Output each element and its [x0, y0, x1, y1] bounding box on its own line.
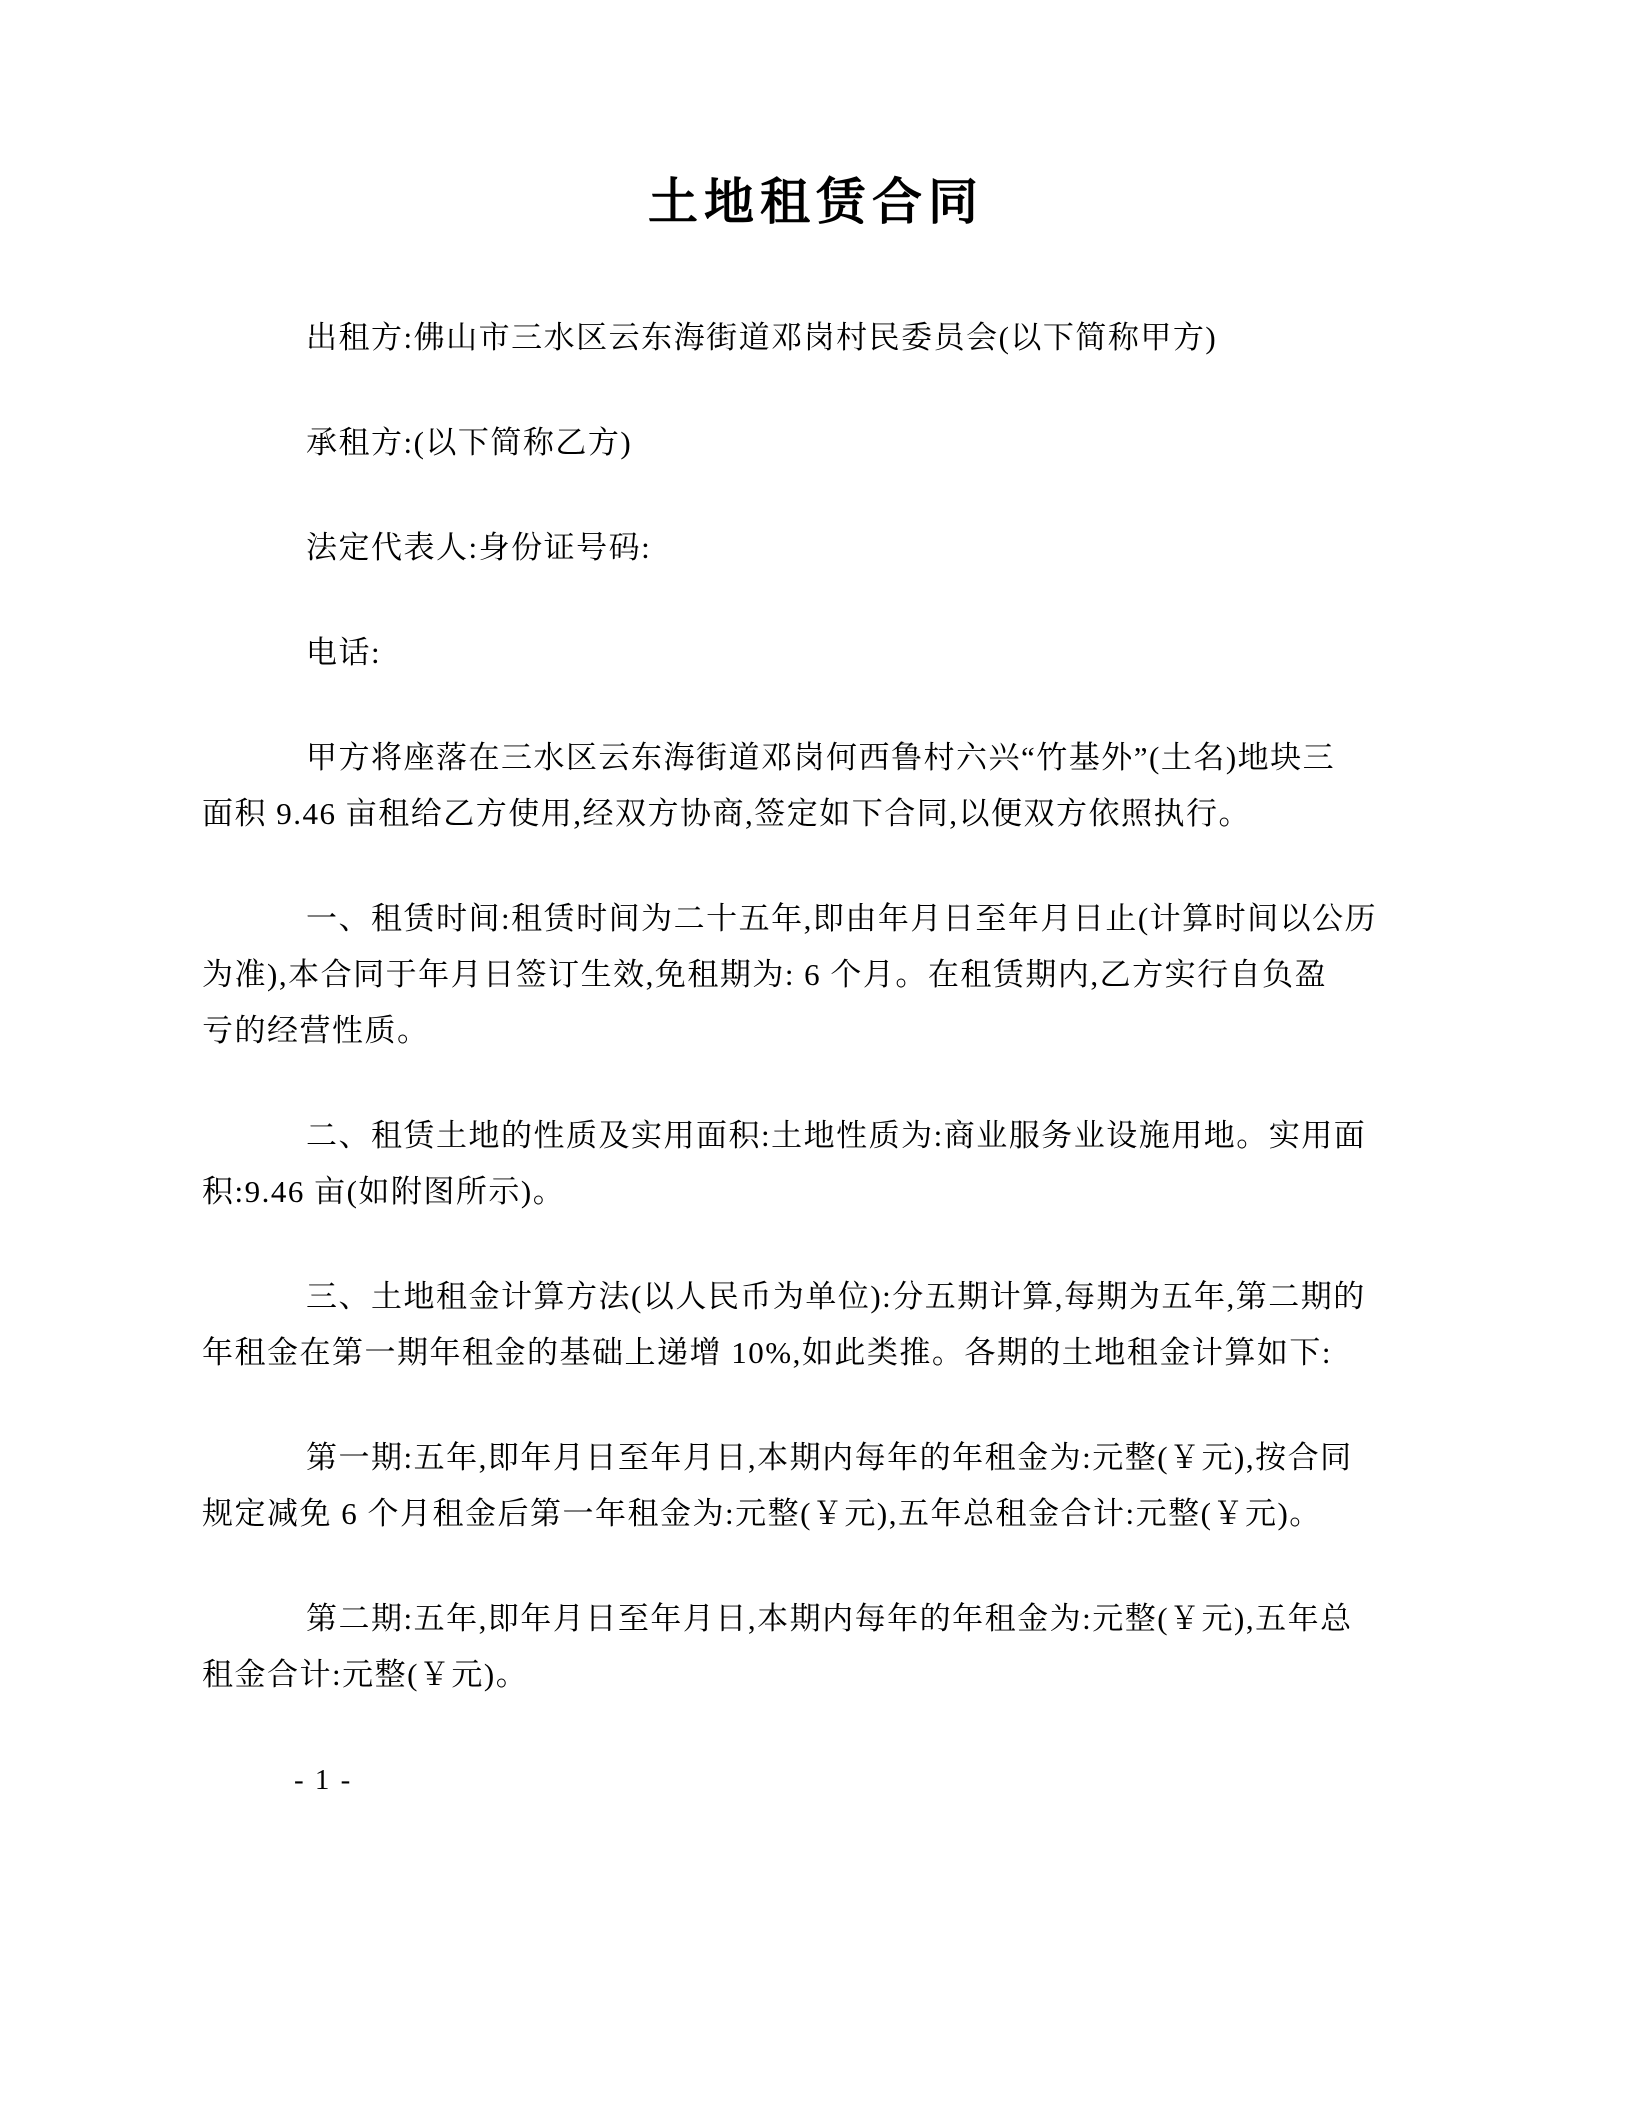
- clause-1-lease-term: [202, 891, 1430, 1059]
- clause-2-land-nature-line-1: 二、租赁土地的性质及实用面积:土地性质为:商业服务业设施用地。实用面: [306, 1118, 1367, 1153]
- clause-2-land-nature-line-2: 积:9.46 亩(如附图所示)。: [202, 1174, 566, 1209]
- legal-representative-line: [202, 520, 1430, 576]
- page-number: - 1 -: [294, 1764, 353, 1796]
- rent-period-1-line-1: 第一期:五年,即年月日至年月日,本期内每年的年租金为:元整(￥元),按合同: [306, 1440, 1353, 1475]
- intro-paragraph-line-2: 面积 9.46 亩租给乙方使用,经双方协商,签定如下合同,以便双方依照执行。: [202, 796, 1251, 831]
- document-body: [202, 310, 1430, 1703]
- lessor-line-line-1: 出租方:佛山市三水区云东海街道邓岗村民委员会(以下简称甲方): [306, 320, 1218, 355]
- lessee-line: [202, 415, 1430, 471]
- phone-line-line-1: 电话:: [306, 635, 382, 670]
- clause-1-lease-term-line-2: 为准),本合同于年月日签订生效,免租期为: 6 个月。在租赁期内,乙方实行自负盈: [202, 957, 1328, 992]
- legal-representative-line-line-1: 法定代表人:身份证号码:: [306, 530, 652, 565]
- clause-1-lease-term-line-3: 亏的经营性质。: [202, 1013, 430, 1048]
- clause-2-land-nature: [202, 1108, 1430, 1220]
- phone-line: [202, 625, 1430, 681]
- intro-paragraph-line-1: 甲方将座落在三水区云东海街道邓岗何西鲁村六兴“竹基外”(土名)地块三: [306, 740, 1336, 775]
- lessor-line: [202, 310, 1430, 366]
- clause-3-rent-calculation-line-1: 三、土地租金计算方法(以人民币为单位):分五期计算,每期为五年,第二期的: [306, 1279, 1366, 1314]
- rent-period-2: [202, 1591, 1430, 1703]
- rent-period-1: [202, 1430, 1430, 1542]
- intro-paragraph: [202, 730, 1430, 842]
- clause-1-lease-term-line-1: 一、租赁时间:租赁时间为二十五年,即由年月日至年月日止(计算时间以公历: [306, 901, 1378, 936]
- rent-period-2-line-1: 第二期:五年,即年月日至年月日,本期内每年的年租金为:元整(￥元),五年总: [306, 1601, 1353, 1636]
- rent-period-1-line-2: 规定减免 6 个月租金后第一年租金为:元整(￥元),五年总租金合计:元整(￥元)。: [202, 1496, 1322, 1531]
- lessee-line-line-1: 承租方:(以下简称乙方): [306, 425, 633, 460]
- document-title: 土地租赁合同: [648, 174, 984, 230]
- clause-3-rent-calculation: [202, 1269, 1430, 1381]
- clause-3-rent-calculation-line-2: 年租金在第一期年租金的基础上递增 10%,如此类推。各期的土地租金计算如下:: [202, 1335, 1332, 1370]
- rent-period-2-line-2: 租金合计:元整(￥元)。: [202, 1657, 529, 1692]
